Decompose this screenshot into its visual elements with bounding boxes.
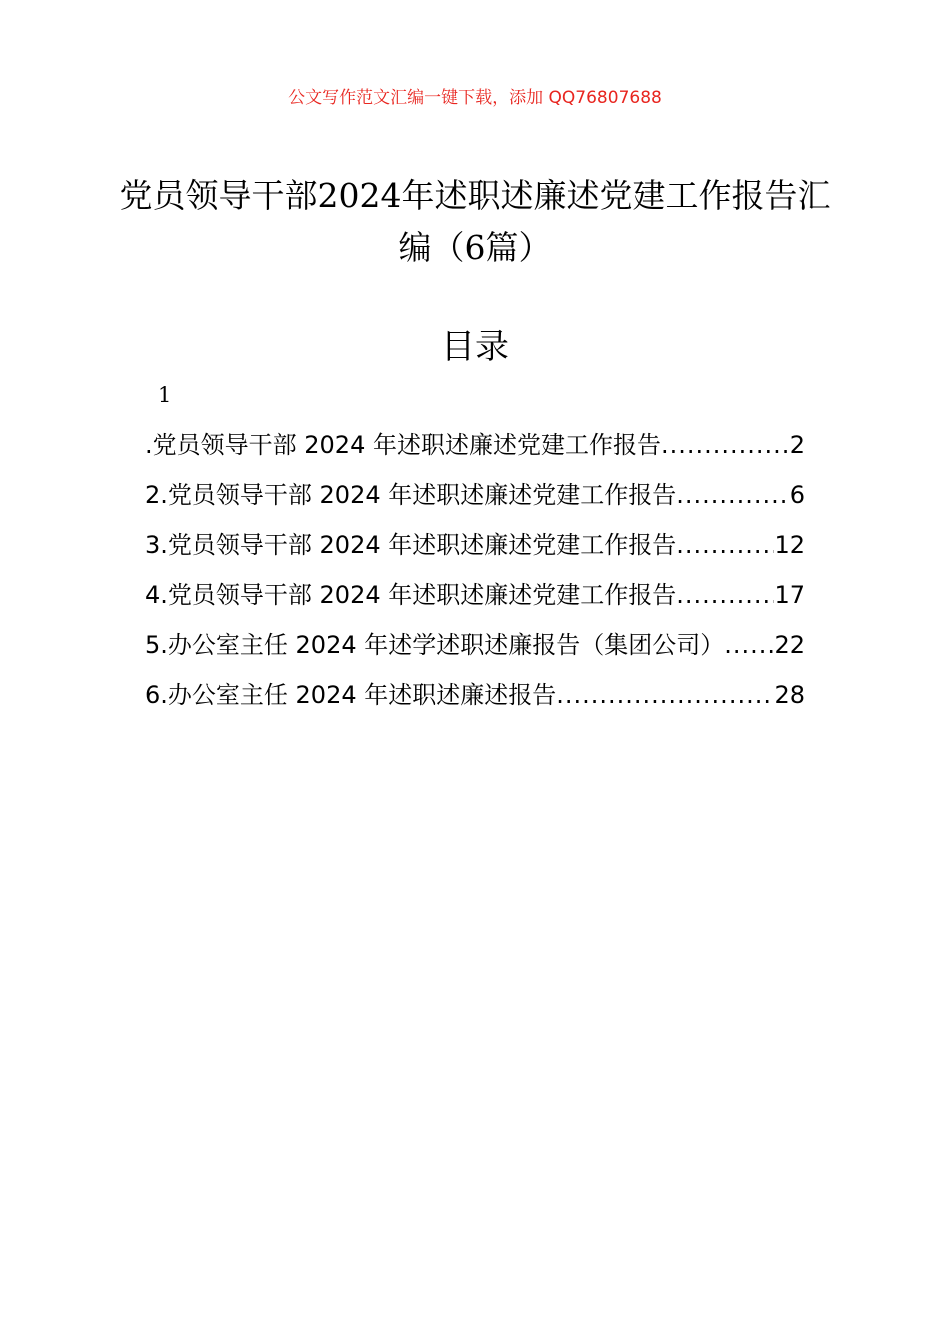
toc-entry-6[interactable]: [145, 674, 805, 724]
toc-entry-3[interactable]: [145, 524, 805, 574]
toc-entry-page: 12: [774, 531, 805, 559]
toc-entry-title: 3.党员领导干部 2024 年述职述廉述党建工作报告: [145, 531, 677, 559]
toc-entry-title: .党员领导干部 2024 年述职述廉述党建工作报告: [145, 431, 661, 459]
toc-leader-dots: [556, 674, 774, 716]
document-title: 党员领导干部2024年述职述廉述党建工作报告汇编（6篇）: [119, 176, 831, 267]
toc-entry-title: 4.党员领导干部 2024 年述职述廉述党建工作报告: [145, 581, 677, 609]
toc-entry-title: 5.办公室主任 2024 年述学述职述廉报告（集团公司）: [145, 631, 725, 659]
toc-leader-dots: [724, 624, 774, 666]
toc-entry-2[interactable]: [145, 474, 805, 524]
toc-entry-page: 22: [774, 631, 805, 659]
toc-entry-title: 6.办公室主任 2024 年述职述廉述报告: [145, 681, 557, 709]
toc-leader-dots: [661, 424, 790, 466]
toc-entry-page: 6: [789, 481, 805, 509]
toc-entry-page: 28: [774, 681, 805, 709]
table-of-contents: [145, 424, 805, 724]
download-banner: 公文写作范文汇编一键下载，添加 QQ76807688: [288, 88, 662, 108]
toc-stray-number: 1: [158, 383, 172, 407]
toc-entry-1[interactable]: [145, 424, 805, 474]
toc-entry-4[interactable]: [145, 574, 805, 624]
toc-entry-page: 17: [774, 581, 805, 609]
toc-heading: 目录: [441, 327, 509, 367]
toc-entry-title: 2.党员领导干部 2024 年述职述廉述党建工作报告: [145, 481, 677, 509]
toc-leader-dots: [676, 524, 774, 566]
toc-entry-page: 2: [789, 431, 805, 459]
toc-entry-5[interactable]: [145, 624, 805, 674]
toc-leader-dots: [676, 474, 789, 516]
toc-leader-dots: [676, 574, 774, 616]
